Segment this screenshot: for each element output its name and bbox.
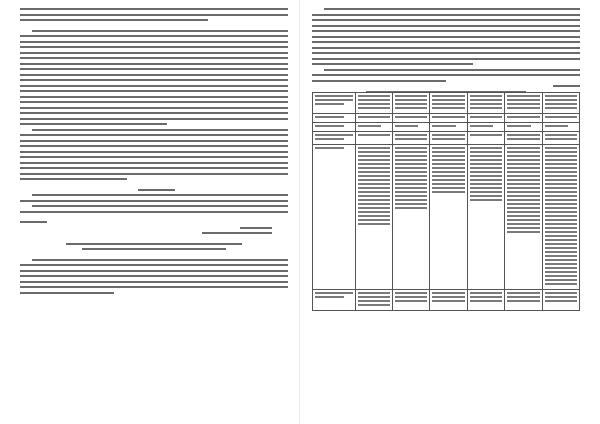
left-page-body: [20, 8, 288, 297]
right-page-body: [312, 8, 580, 96]
table-row: [313, 123, 580, 132]
page-gutter: [299, 0, 300, 424]
left-page: [20, 8, 288, 416]
right-page: [312, 8, 580, 416]
table-row: [313, 290, 580, 311]
table-header-row: [313, 93, 580, 114]
table-row: [313, 145, 580, 290]
table-row: [313, 114, 580, 123]
table-row: [313, 132, 580, 145]
comparison-table: [312, 92, 580, 311]
